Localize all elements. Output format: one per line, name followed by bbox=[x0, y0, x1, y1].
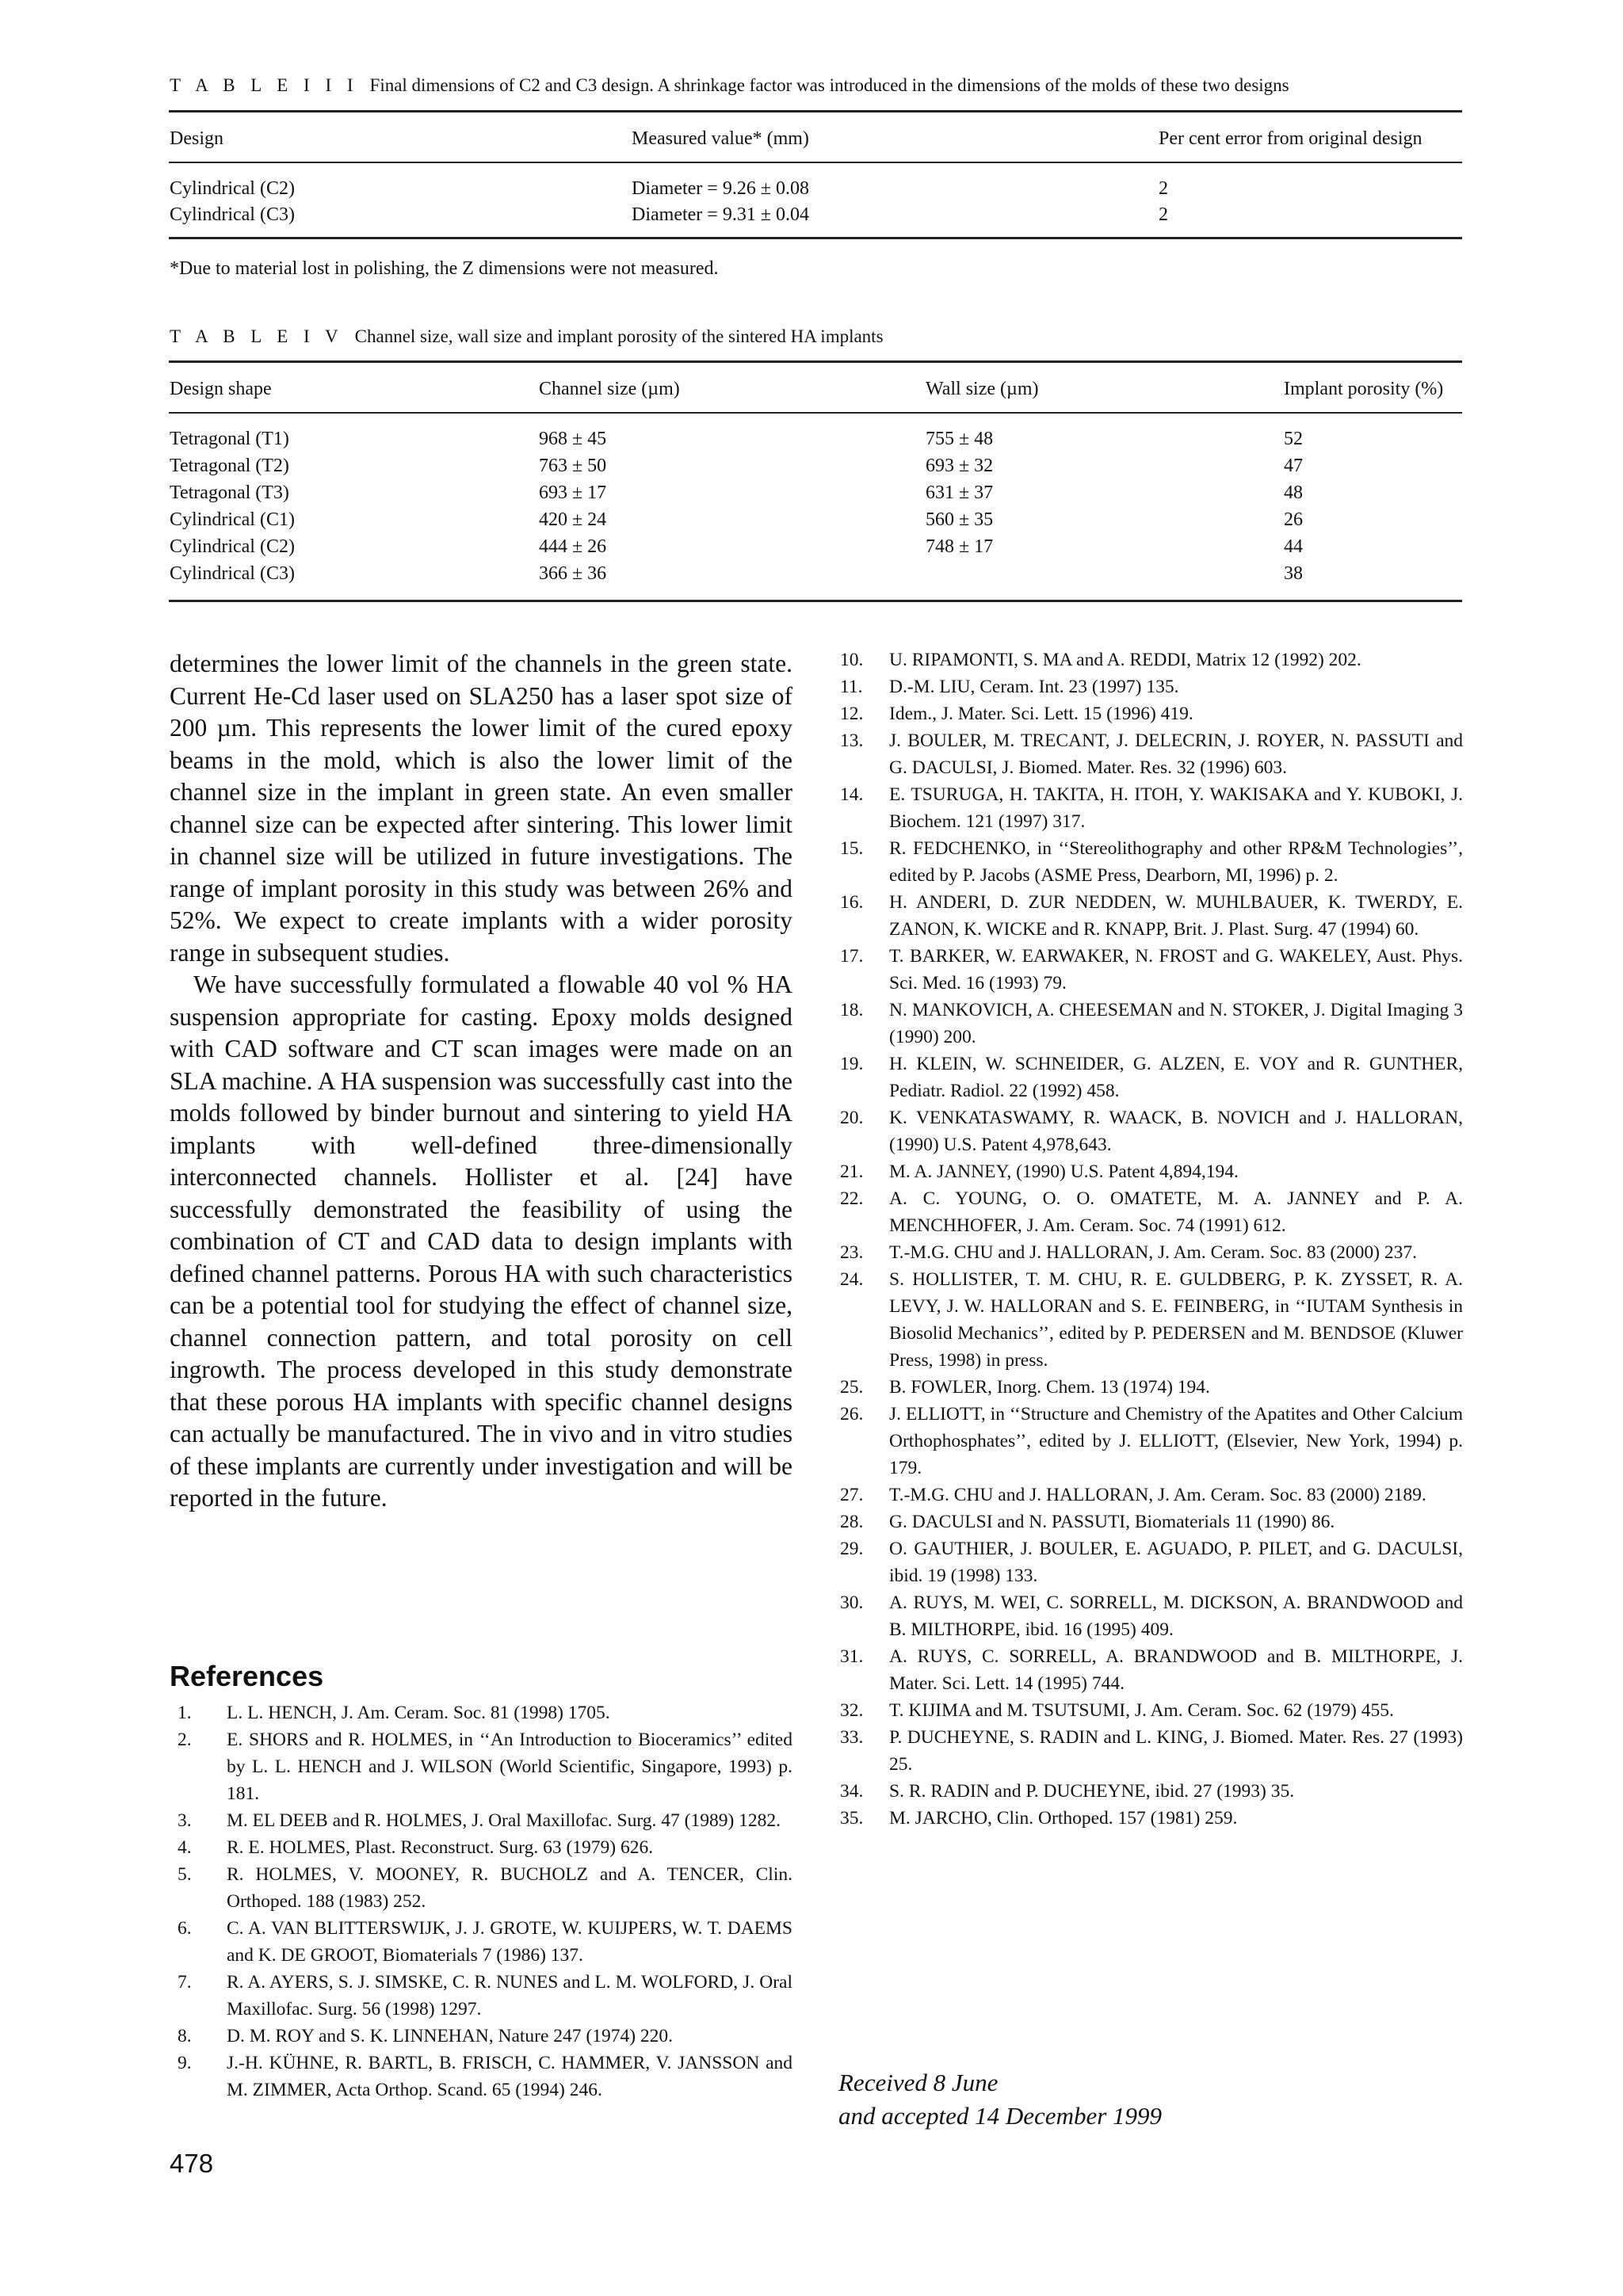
table4-cell: 52 bbox=[1284, 429, 1303, 449]
table4-cell: Tetragonal (T2) bbox=[170, 456, 289, 476]
table4-cell: Cylindrical (C2) bbox=[170, 536, 295, 557]
reference-text: L. L. HENCH, J. Am. Ceram. Soc. 81 (1998) 1705. bbox=[227, 1703, 610, 1723]
reference-item bbox=[840, 1535, 1463, 1589]
reference-text: J.-H. KÜHNE, R. BARTL, B. FRISCH, C. HAMMER, V. JANSSON and M. ZIMMER, Acta Orthop. Scand. 65 (1994) 246. bbox=[227, 2053, 792, 2100]
table4-cell: Cylindrical (C3) bbox=[170, 563, 295, 584]
table3-cell: 2 bbox=[1159, 178, 1168, 199]
reference-number: 10. bbox=[840, 650, 864, 670]
received-line: Received 8 June bbox=[838, 2069, 999, 2096]
reference-item bbox=[178, 1807, 792, 1834]
reference-item bbox=[840, 1401, 1463, 1482]
reference-text: M. A. JANNEY, (1990) U.S. Patent 4,894,194. bbox=[889, 1161, 1239, 1182]
references-right-column bbox=[840, 646, 1463, 1832]
reference-item bbox=[840, 1185, 1463, 1239]
reference-text: S. R. RADIN and P. DUCHEYNE, ibid. 27 (1993) 35. bbox=[889, 1781, 1295, 1802]
reference-text: O. GAUTHIER, J. BOULER, E. AGUADO, P. PILET, and G. DACULSI, ibid. 19 (1998) 133. bbox=[889, 1539, 1463, 1586]
reference-number: 21. bbox=[840, 1161, 864, 1182]
reference-number: 3. bbox=[178, 1810, 192, 1831]
table4-cell: 44 bbox=[1284, 536, 1303, 557]
reference-number: 7. bbox=[178, 1972, 192, 1993]
reference-number: 25. bbox=[840, 1377, 864, 1398]
reference-text: J. BOULER, M. TRECANT, J. DELECRIN, J. ROYER, N. PASSUTI and G. DACULSI, J. Biomed. Mater. Res. 32 (1996) 603. bbox=[889, 730, 1463, 778]
table4-cell: 420 ± 24 bbox=[539, 509, 607, 530]
table4-cell: 47 bbox=[1284, 456, 1303, 476]
table4-label: T A B L E I V bbox=[170, 326, 344, 346]
reference-item bbox=[840, 1104, 1463, 1158]
reference-text: Idem., J. Mater. Sci. Lett. 15 (1996) 419. bbox=[889, 704, 1193, 724]
reference-text: H. KLEIN, W. SCHNEIDER, G. ALZEN, E. VOY and R. GUNTHER, Pediatr. Radiol. 22 (1992) 458. bbox=[889, 1054, 1463, 1101]
reference-item bbox=[840, 1778, 1463, 1805]
table4-cell: 48 bbox=[1284, 482, 1303, 503]
table4-cell: 755 ± 48 bbox=[926, 429, 994, 449]
table4-cell: 444 ± 26 bbox=[539, 536, 607, 557]
reference-number: 27. bbox=[840, 1485, 864, 1505]
table4-cell: 693 ± 17 bbox=[539, 482, 607, 503]
table3-label: T A B L E I I I bbox=[170, 75, 359, 95]
reference-number: 23. bbox=[840, 1242, 864, 1263]
reference-number: 1. bbox=[178, 1703, 192, 1723]
table4-cell: 968 ± 45 bbox=[539, 429, 607, 449]
reference-number: 19. bbox=[840, 1054, 864, 1074]
table3-caption-text: Final dimensions of C2 and C3 design. A shrinkage factor was introduced in the dimensions of the molds of these two designs bbox=[369, 75, 1289, 95]
reference-item bbox=[178, 1834, 792, 1861]
reference-number: 33. bbox=[840, 1727, 864, 1748]
body-column bbox=[170, 648, 792, 1515]
table4-header-wall: Wall size (µm) bbox=[926, 379, 1039, 399]
reference-text: A. RUYS, M. WEI, C. SORRELL, M. DICKSON, A. BRANDWOOD and B. MILTHORPE, ibid. 16 (1995) 409. bbox=[889, 1592, 1463, 1640]
reference-number: 8. bbox=[178, 2026, 192, 2046]
table4-caption-text: Channel size, wall size and implant porosity of the sintered HA implants bbox=[354, 326, 884, 346]
table4-cell: 631 ± 37 bbox=[926, 482, 994, 503]
reference-item bbox=[178, 2023, 792, 2050]
reference-text: H. ANDERI, D. ZUR NEDDEN, W. MUHLBAUER, K. TWERDY, E. ZANON, K. WICKE and R. KNAPP, Brit. J. Plast. Surg. 47 (1994) 60. bbox=[889, 892, 1463, 940]
references-heading: References bbox=[170, 1660, 324, 1692]
reference-text: R. FEDCHENKO, in ‘‘Stereolithography and other RP&M Technologies’’, edited by P. Jacobs (ASME Press, Dearborn, MI, 1996) p. 2. bbox=[889, 838, 1463, 886]
reference-number: 16. bbox=[840, 892, 864, 913]
reference-item bbox=[178, 1861, 792, 1915]
reference-number: 30. bbox=[840, 1592, 864, 1613]
reference-item bbox=[840, 1697, 1463, 1724]
table4-cell: Tetragonal (T3) bbox=[170, 482, 289, 503]
table3-cell: Diameter = 9.26 ± 0.08 bbox=[632, 178, 809, 199]
body-paragraph-2: We have successfully formulated a flowable 40 vol % HA suspension appropriate for casting. Epoxy molds designed with CAD software and CT scan images were made on an SLA machine. A HA suspension was successfully cast into the molds followed by binder burnout and sintering to yield HA implants with well-defined three-dimensionally interconnected channels. Hollister et al. [24] have successfully demonstrated the feasibility of using the combination of CT and CAD data to design implants with defined channel patterns. Porous HA with such characteristics can be a potential tool for studying the effect of channel size, channel connection pattern, and total porosity on cell ingrowth. The process developed in this study demonstrate that these porous HA implants with specific channel designs can actually be manufactured. The in vivo and in vitro studies of these implants are currently under investigation and will be reported in the future. bbox=[170, 971, 792, 1512]
table4-cell: 38 bbox=[1284, 563, 1303, 584]
reference-text: N. MANKOVICH, A. CHEESEMAN and N. STOKER, J. Digital Imaging 3 (1990) 200. bbox=[889, 1000, 1463, 1047]
reference-number: 18. bbox=[840, 1000, 864, 1020]
received-dates bbox=[838, 2066, 1162, 2133]
reference-item bbox=[840, 835, 1463, 889]
reference-text: A. RUYS, C. SORRELL, A. BRANDWOOD and B. MILTHORPE, J. Mater. Sci. Lett. 14 (1995) 744. bbox=[889, 1646, 1463, 1694]
table3-cell: Cylindrical (C2) bbox=[170, 178, 295, 199]
table3-bottom-rule bbox=[169, 237, 1462, 239]
reference-number: 17. bbox=[840, 946, 864, 967]
table4-cell: Cylindrical (C1) bbox=[170, 509, 295, 530]
reference-item bbox=[178, 1969, 792, 2023]
reference-item bbox=[840, 997, 1463, 1051]
table4-header-channel: Channel size (µm) bbox=[539, 379, 680, 399]
reference-text: J. ELLIOTT, in ‘‘Structure and Chemistry of the Apatites and Other Calcium Orthophosphates’’, edited by J. ELLIOTT, (Elsevier, New York, 1994) p. 179. bbox=[889, 1404, 1463, 1478]
reference-text: R. E. HOLMES, Plast. Reconstruct. Surg. 63 (1979) 626. bbox=[227, 1837, 654, 1858]
table4-cell: Tetragonal (T1) bbox=[170, 429, 289, 449]
reference-number: 26. bbox=[840, 1404, 864, 1425]
table3-top-rule bbox=[169, 110, 1462, 113]
table4-caption bbox=[170, 325, 884, 349]
reference-item bbox=[840, 1589, 1463, 1643]
table3-caption bbox=[170, 74, 1289, 97]
references-left-column bbox=[178, 1699, 792, 2103]
table4-cell: 560 ± 35 bbox=[926, 509, 994, 530]
table4-cell: 748 ± 17 bbox=[926, 536, 994, 557]
table4-cell: 693 ± 32 bbox=[926, 456, 994, 476]
reference-number: 6. bbox=[178, 1918, 192, 1939]
reference-number: 34. bbox=[840, 1781, 864, 1802]
reference-number: 4. bbox=[178, 1837, 192, 1858]
reference-text: A. C. YOUNG, O. O. OMATETE, M. A. JANNEY and P. A. MENCHHOFER, J. Am. Ceram. Soc. 74 (1991) 612. bbox=[889, 1188, 1463, 1236]
reference-text: T.-M.G. CHU and J. HALLORAN, J. Am. Ceram. Soc. 83 (2000) 2189. bbox=[889, 1485, 1426, 1505]
table3-footnote: *Due to material lost in polishing, the Z dimensions were not measured. bbox=[170, 258, 719, 279]
reference-text: R. A. AYERS, S. J. SIMSKE, C. R. NUNES and L. M. WOLFORD, J. Oral Maxillofac. Surg. 56 (1998) 1297. bbox=[227, 1972, 792, 2019]
reference-number: 35. bbox=[840, 1808, 864, 1829]
reference-text: E. TSURUGA, H. TAKITA, H. ITOH, Y. WAKISAKA and Y. KUBOKI, J. Biochem. 121 (1997) 317. bbox=[889, 784, 1463, 832]
reference-item bbox=[178, 1915, 792, 1969]
reference-item bbox=[840, 889, 1463, 943]
table4-cell: 26 bbox=[1284, 509, 1303, 530]
reference-item bbox=[840, 1051, 1463, 1104]
table4-header-porosity: Implant porosity (%) bbox=[1284, 379, 1444, 399]
table3-header-rule bbox=[169, 162, 1462, 163]
table4-header-rule bbox=[169, 412, 1462, 414]
table3-cell: Cylindrical (C3) bbox=[170, 204, 295, 225]
table4-bottom-rule bbox=[169, 600, 1462, 602]
reference-text: D. M. ROY and S. K. LINNEHAN, Nature 247 (1974) 220. bbox=[227, 2026, 674, 2046]
reference-number: 11. bbox=[840, 677, 863, 697]
reference-number: 20. bbox=[840, 1108, 864, 1128]
reference-number: 5. bbox=[178, 1864, 192, 1885]
reference-item bbox=[840, 943, 1463, 997]
reference-number: 29. bbox=[840, 1539, 864, 1559]
reference-item bbox=[178, 1726, 792, 1807]
page-number: 478 bbox=[170, 2149, 214, 2178]
reference-item bbox=[840, 1239, 1463, 1266]
reference-item bbox=[178, 2050, 792, 2103]
reference-number: 31. bbox=[840, 1646, 864, 1667]
reference-item bbox=[840, 1805, 1463, 1832]
reference-number: 32. bbox=[840, 1700, 864, 1721]
table3-header-measured: Measured value* (mm) bbox=[632, 128, 809, 149]
reference-item bbox=[840, 1374, 1463, 1401]
reference-item bbox=[840, 1643, 1463, 1697]
reference-item bbox=[840, 1508, 1463, 1535]
reference-number: 24. bbox=[840, 1269, 864, 1290]
reference-item bbox=[840, 700, 1463, 727]
reference-item bbox=[840, 1482, 1463, 1508]
accepted-line: and accepted 14 December 1999 bbox=[838, 2102, 1163, 2130]
reference-text: E. SHORS and R. HOLMES, in ‘‘An Introduction to Bioceramics’’ edited by L. L. HENCH and J. WILSON (World Scientific, Singapore, 1993) p. 181. bbox=[227, 1730, 792, 1804]
table4-header-shape: Design shape bbox=[170, 379, 272, 399]
reference-number: 15. bbox=[840, 838, 864, 859]
reference-item bbox=[840, 727, 1463, 781]
reference-item bbox=[840, 1724, 1463, 1778]
reference-number: 9. bbox=[178, 2053, 192, 2073]
reference-number: 12. bbox=[840, 704, 864, 724]
reference-text: M. JARCHO, Clin. Orthoped. 157 (1981) 259. bbox=[889, 1808, 1238, 1829]
reference-text: T.-M.G. CHU and J. HALLORAN, J. Am. Ceram. Soc. 83 (2000) 237. bbox=[889, 1242, 1417, 1263]
table3-cell: Diameter = 9.31 ± 0.04 bbox=[632, 204, 809, 225]
reference-number: 14. bbox=[840, 784, 864, 805]
table3-header-design: Design bbox=[170, 128, 223, 149]
reference-text: R. HOLMES, V. MOONEY, R. BUCHOLZ and A. TENCER, Clin. Orthoped. 188 (1983) 252. bbox=[227, 1864, 792, 1912]
reference-text: P. DUCHEYNE, S. RADIN and L. KING, J. Biomed. Mater. Res. 27 (1993) 25. bbox=[889, 1727, 1463, 1775]
table4-cell: 366 ± 36 bbox=[539, 563, 607, 584]
reference-text: G. DACULSI and N. PASSUTI, Biomaterials 11 (1990) 86. bbox=[889, 1512, 1335, 1532]
reference-number: 13. bbox=[840, 730, 864, 751]
body-paragraph-1: determines the lower limit of the channels in the green state. Current He-Cd laser used on SLA250 has a laser spot size of 200 µm. This represents the lower limit of the cured epoxy beams in the mold, which is also the lower limit of the channel size in the implant in green state. An even smaller channel size can be expected after sintering. This lower limit in channel size will be utilized in future investigations. The range of implant porosity in this study was between 26% and 52%. We expect to create implants with a wider porosity range in subsequent studies. bbox=[170, 650, 792, 967]
reference-number: 2. bbox=[178, 1730, 192, 1750]
table4-cell: 763 ± 50 bbox=[539, 456, 607, 476]
reference-text: T. KIJIMA and M. TSUTSUMI, J. Am. Ceram. Soc. 62 (1979) 455. bbox=[889, 1700, 1394, 1721]
table4-top-rule bbox=[169, 360, 1462, 363]
reference-item bbox=[840, 1158, 1463, 1185]
reference-text: K. VENKATASWAMY, R. WAACK, B. NOVICH and J. HALLORAN, (1990) U.S. Patent 4,978,643. bbox=[889, 1108, 1463, 1155]
reference-number: 22. bbox=[840, 1188, 864, 1209]
reference-item bbox=[840, 1266, 1463, 1374]
reference-text: D.-M. LIU, Ceram. Int. 23 (1997) 135. bbox=[889, 677, 1179, 697]
table3-header-error: Per cent error from original design bbox=[1159, 128, 1423, 149]
reference-text: M. EL DEEB and R. HOLMES, J. Oral Maxillofac. Surg. 47 (1989) 1282. bbox=[227, 1810, 781, 1831]
reference-text: S. HOLLISTER, T. M. CHU, R. E. GULDBERG, P. K. ZYSSET, R. A. LEVY, J. W. HALLORAN and S. E. FEINBERG, in ‘‘IUTAM Synthesis in Biosolid Mechanics’’, edited by P. PEDERSEN and M. BENDSOE (Kluwer Press, 1998) in press. bbox=[889, 1269, 1463, 1371]
reference-item bbox=[840, 646, 1463, 673]
reference-text: C. A. VAN BLITTERSWIJK, J. J. GROTE, W. KUIJPERS, W. T. DAEMS and K. DE GROOT, Biomaterials 7 (1986) 137. bbox=[227, 1918, 792, 1966]
reference-item bbox=[178, 1699, 792, 1726]
reference-item bbox=[840, 673, 1463, 700]
reference-item bbox=[840, 781, 1463, 835]
table3-cell: 2 bbox=[1159, 204, 1168, 225]
reference-text: B. FOWLER, Inorg. Chem. 13 (1974) 194. bbox=[889, 1377, 1210, 1398]
reference-number: 28. bbox=[840, 1512, 864, 1532]
reference-text: T. BARKER, W. EARWAKER, N. FROST and G. WAKELEY, Aust. Phys. Sci. Med. 16 (1993) 79. bbox=[889, 946, 1463, 994]
reference-text: U. RIPAMONTI, S. MA and A. REDDI, Matrix 12 (1992) 202. bbox=[889, 650, 1361, 670]
